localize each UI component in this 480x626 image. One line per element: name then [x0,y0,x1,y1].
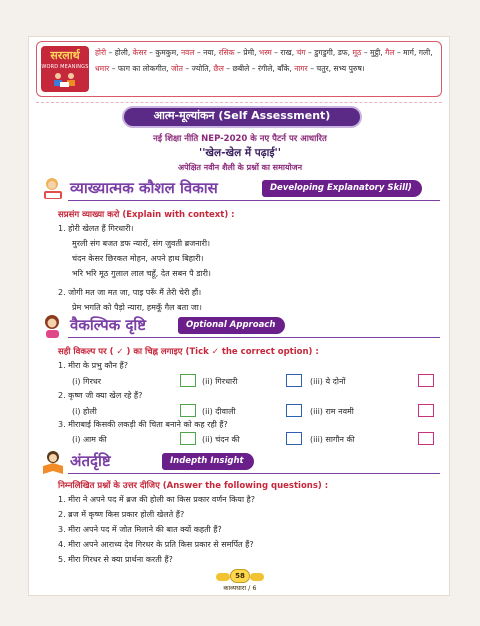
word: रसिक [218,48,235,57]
poem1-line2: मुरली संग बजत डफ न्यारों, संग जुवती ब्रजनारी। [72,239,211,248]
word: जोत [171,63,183,73]
section3-title-hi: अंतर्दृष्टि [70,452,111,470]
meaning: छबीले [232,63,250,73]
word-meaning-item: रसिक – प्रेमी, [218,48,259,57]
word-meaning-item: रंगीले, बाँके, [257,63,295,73]
section3-title-en: Indepth Insight [162,453,254,470]
khel-subtitle: ''खेल-खेल में पढ़ाई'' [199,147,281,159]
section2-instruction [58,346,319,357]
mcq1-question: 1. मीरा के प्रभु कौन हैं? [58,361,129,370]
mcq2-option-2: (ii) दीवाली [202,407,236,416]
footer-wing-left [216,573,230,581]
meaning: मुट्ठी [370,48,381,57]
divider [36,102,442,103]
poem2-line2: प्रेम भगति को पैड़ो न्यारा, हमकूँ गैल बता जा। [72,303,202,312]
word-meaning-item: भस्म – राख, [258,48,297,57]
mcq3-option-2-checkbox[interactable] [286,432,302,445]
mcq3-question: 3. मीराबाई किसकी लकड़ी की चिता बनाने को कह रही हैं? [58,420,228,429]
mcq3-option-2: (ii) चंदन की [202,435,240,444]
section3-instruction [58,480,328,491]
section-insight-header [40,449,440,475]
section2-underline [68,337,440,338]
mcq2-option-3: (iii) राम नवमी [310,407,354,416]
insight-question-5: 5. मीरा गिरधर से क्या प्रार्थना करती हैं? [58,555,173,564]
insight-question-3: 3. मीरा अपने पद में जोत मिलाने की बात क्यों कहती हैं? [58,525,222,534]
banner-title: आत्म-मूल्यांकन (Self Assessment) [153,109,331,122]
insight-question-1: 1. मीरा ने अपने पद में ब्रज की होली का किस प्रकार वर्णन किया है? [58,495,256,504]
meaning: चतुर, सभ्य पुरुष [316,63,362,73]
word-meaning-item: गैल – मार्ग, गली, [385,48,433,57]
thinking-girl-icon [40,313,66,339]
section2-title-hi: वैकल्पिक दृष्टि [70,316,147,334]
writing-girl-icon [40,176,66,202]
word: नवल [180,48,195,57]
insight-question-2: 2. ब्रज में कृष्ण किस प्रकार होली खेलते हैं? [58,510,185,519]
word: नागर [294,63,308,73]
word: मूठ [352,48,362,57]
section1-instruction-en: (Explain with context) : [122,210,235,220]
style-subtitle: अपेक्षित नवीन शैली के प्रश्नों का समायोजन [177,163,303,172]
word-meanings-text [95,45,439,76]
mcq2-question: 2. कृष्ण जी क्या खेल रहे हैं? [58,391,143,400]
section1-instruction [58,209,235,220]
mcq3-option-3-checkbox[interactable] [418,432,434,445]
word: भस्म [258,48,272,57]
mcq1-option-2: (ii) गिरधारी [202,377,238,386]
meaning: रंगीले, बाँके [257,63,290,73]
section1-title-en: Developing Explanatory Skill) [262,180,422,197]
meaning: मार्ग, गली [403,48,431,57]
poem2-line1: 2. जोगी मत जा मत जा, पाइ परूँ मैं तेरी चेरी हौं। [58,288,202,297]
badge-title: सरलार्थ [50,49,80,62]
mcq1-option-1-checkbox[interactable] [180,374,196,387]
section2-instruction-en: (Tick ✓ the correct option) : [185,347,319,357]
section-explanatory-header [40,176,440,202]
word-meanings-box [36,41,442,97]
section1-title-hi: व्याख्यात्मक कौशल विकास [70,179,218,197]
word-meaning-item: छैल – छबीले – [213,63,258,73]
section3-underline [68,473,440,474]
section2-instruction-hi: सही विकल्प पर ( ✓ ) का चिह्न लगाइए [58,347,183,357]
meaning: राख [280,48,292,57]
word: गैल [385,48,395,57]
word-meaning-item: केसर – कुमकुम, [132,48,181,57]
mcq1-option-1: (i) गिरधर [72,377,102,386]
mcq1-option-3-checkbox[interactable] [418,374,434,387]
word-meaning-item: मूठ – मुट्ठी, [352,48,386,57]
word-meaning-item: नवल – नया, [180,48,219,57]
self-assessment-banner [122,106,362,128]
meaning: फाग का लोकगीत [117,63,167,73]
word-meaning-item: नागर – चतुर, सभ्य पुरुष। [294,63,365,73]
word-meaning-item: चंग – डुगडुगी, डफ, [296,48,353,57]
word-meanings-badge [41,46,89,92]
poem1-line3: चंदन केसर छिरकत मोहन, अपने हाथ बिहारी। [72,254,204,263]
mcq3-option-1: (i) आम की [72,435,107,444]
mcq1-option-3: (iii) ये दोनों [310,377,346,386]
reading-boy-icon [40,449,66,475]
word: छैल [213,63,224,73]
meaning: नया [203,48,214,57]
badge-subtitle: WORD MEANINGS [41,64,89,70]
mcq2-option-2-checkbox[interactable] [286,404,302,417]
word-meaning-item: होरी – होली, [95,48,133,57]
poem1-line4: भरि भरि मूठ गुलाल लाल चहूँ, देत सबन पै डारी। [72,269,211,278]
page-number: 58 [230,569,250,583]
insight-question-4: 4. मीरा अपने आराध्य देव गिरधर के प्रति किस प्रकार से समर्पित हैं? [58,540,254,549]
section3-instruction-hi: निम्नलिखित प्रश्नों के उत्तर दीजिए [58,481,160,491]
section1-underline [68,200,440,201]
mcq3-option-1-checkbox[interactable] [180,432,196,445]
meaning: प्रेमी [243,48,255,57]
meaning: कुमकुम [155,48,177,57]
section2-title-en: Optional Approach [178,317,285,334]
word-meaning-item: धमार – फाग का लोकगीत, [95,63,171,73]
meaning: डुगडुगी, डफ [314,48,348,57]
mcq1-option-2-checkbox[interactable] [286,374,302,387]
book-label: काव्यधारा / 6 [223,584,257,592]
meaning: ज्योति [191,63,209,73]
footer-wing-right [250,573,264,581]
mcq3-option-3: (iii) सागौन की [310,435,355,444]
reading-kids-icon [41,72,89,88]
page-footer [214,569,266,595]
mcq2-option-1: (i) होली [72,407,97,416]
meaning: होली [114,48,128,57]
word: होरी [95,48,107,57]
section3-instruction-en: (Answer the following questions) : [162,481,329,491]
word: चंग [296,48,306,57]
mcq2-option-3-checkbox[interactable] [418,404,434,417]
poem1-line1: 1. होरी खेलत हैं गिरधारी। [58,224,134,233]
section1-instruction-hi: सप्रसंग व्याख्या करो [58,210,120,220]
word: केसर [132,48,147,57]
nep-subtitle: नई शिक्षा नीति NEP-2020 के नए पैटर्न पर आधारित [153,134,327,144]
mcq2-option-1-checkbox[interactable] [180,404,196,417]
word: धमार [95,63,110,73]
section-optional-header [40,313,440,339]
word-meaning-item: जोत – ज्योति, [171,63,214,73]
